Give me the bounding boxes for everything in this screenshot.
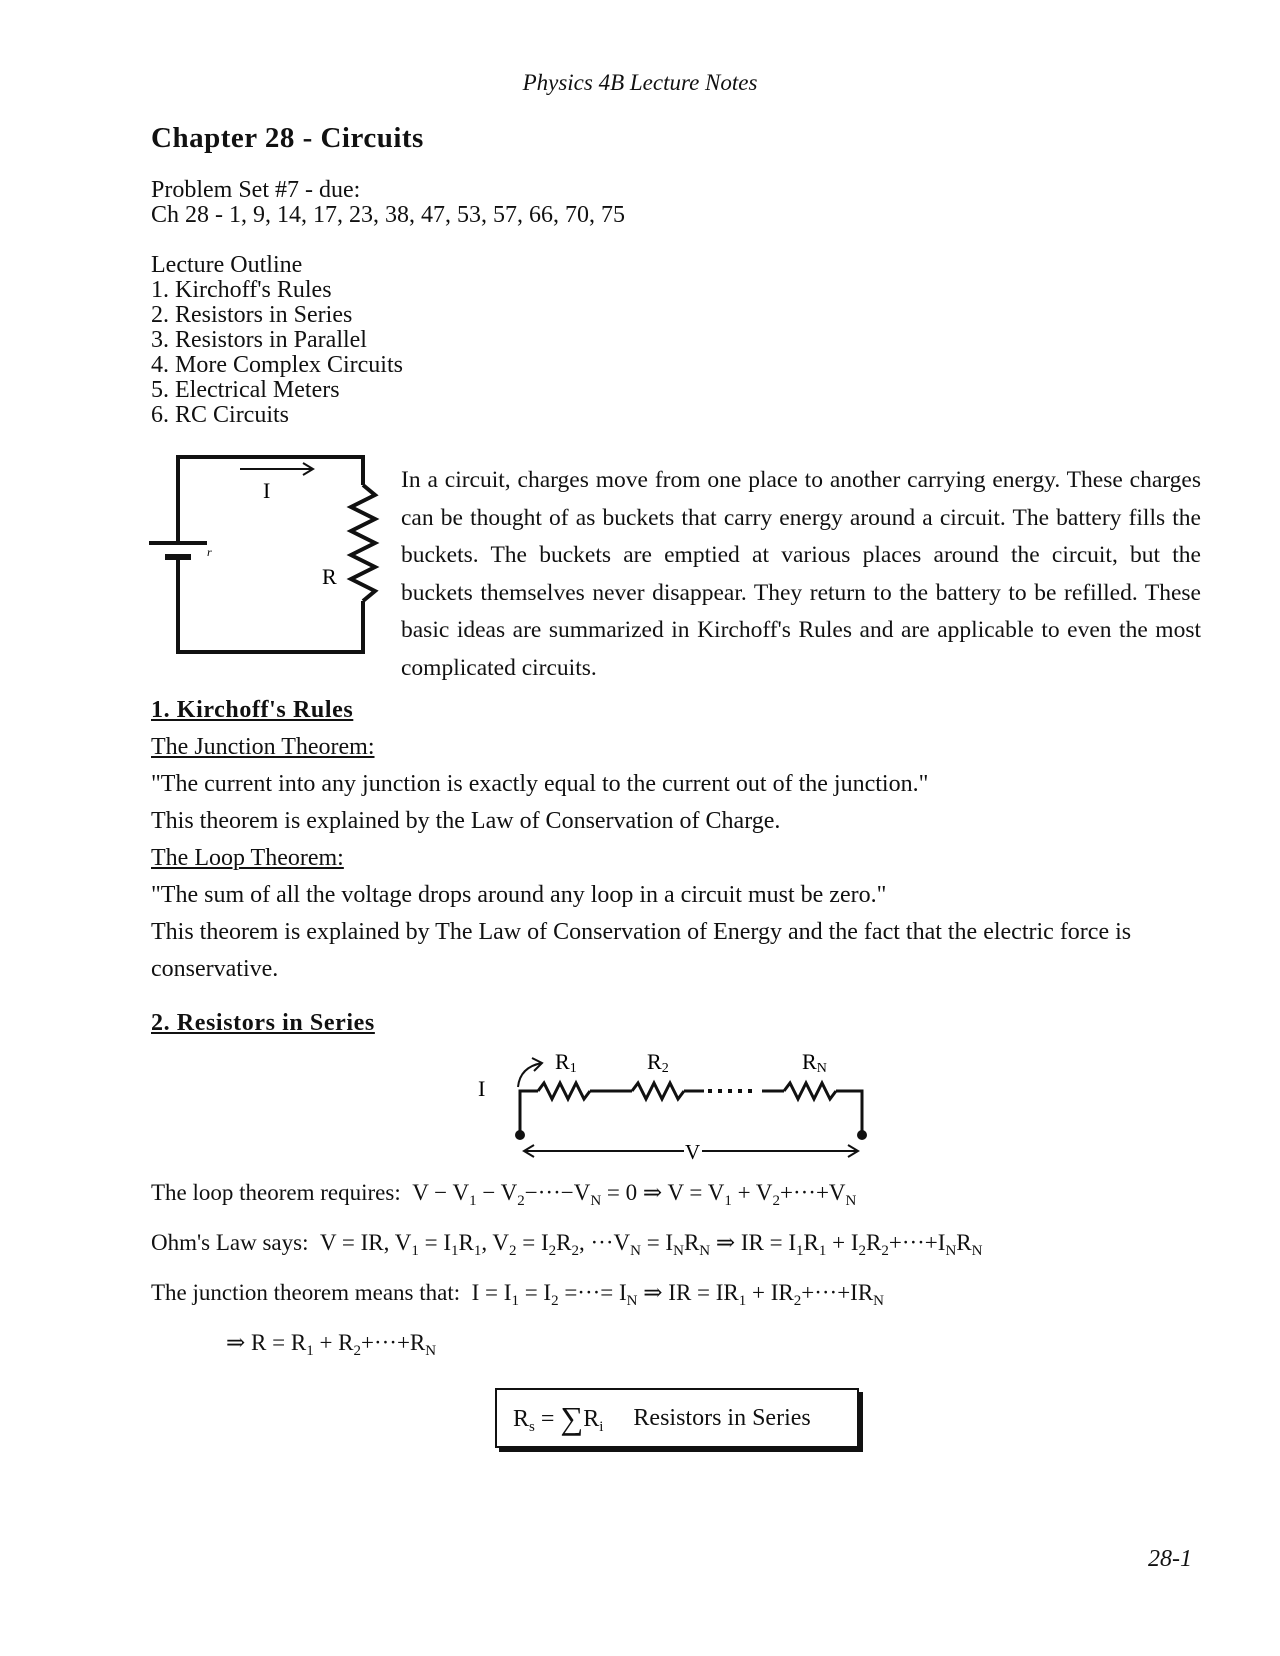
running-header: Physics 4B Lecture Notes xyxy=(522,70,758,95)
outline-item: 5. Electrical Meters xyxy=(151,377,340,403)
series-resistance-formula-box xyxy=(495,1388,859,1448)
series-formula: $R_s = \sum R_i$ xyxy=(513,1399,604,1436)
intro-paragraph: In a circuit, charges move from one place to another carrying energy. These charges can be thought of as buckets that carry energy around a circuit. The battery fills the buckets. The buckets are emptied at various places around the circuit, but the buckets themselves never disappear. They return to the battery to be refilled. These basic ideas are summarized in Kirchoff's Rules and are applicable to even the most complicated circuits. xyxy=(401,467,1201,681)
series-formula-label: Resistors in Series xyxy=(633,1404,811,1431)
loop-equation-label: The loop theorem requires: xyxy=(151,1180,401,1205)
label-r2: R2 xyxy=(647,1049,669,1076)
loop-theorem-explanation-cont: conservative. xyxy=(151,956,279,982)
label-r1: R1 xyxy=(555,1049,577,1076)
loop-theorem-title: The Loop Theorem: xyxy=(151,845,344,871)
series-current-label: I xyxy=(478,1076,486,1101)
junction-theorem-explanation: This theorem is explained by the Law of Conservation of Charge. xyxy=(151,808,781,834)
outline-item: 4. More Complex Circuits xyxy=(151,352,403,378)
resistor-zigzag xyxy=(351,485,375,601)
outline-item: 3. Resistors in Parallel xyxy=(151,327,367,353)
simple-circuit-diagram xyxy=(145,440,385,660)
loop-equation: The loop theorem requires: $V - V_1 - V_2-\cdot\cdot\cdot-V_N = 0$ ⇒ $V = V_1 + V_2+\cdot\cdot\cdot+V_N$ xyxy=(151,1180,857,1209)
resistor-r1-zigzag xyxy=(538,1083,590,1099)
ohms-law-label: Ohm's Law says: xyxy=(151,1230,309,1255)
junction-equation: The junction theorem means that: $I = I_1 = I_2$ =···= $I_N$ ⇒ IR = $IR_1 + IR_2+\cdot\cdot\cdot+IR_N$ xyxy=(151,1280,885,1309)
outline-item: 6. RC Circuits xyxy=(151,402,290,428)
problem-set-list: Ch 28 - 1, 9, 14, 17, 23, 38, 47, 53, 57, 66, 70, 75 xyxy=(151,202,625,228)
terminal-right xyxy=(857,1130,867,1140)
section-resistors-series-heading: 2. Resistors in Series xyxy=(151,1010,375,1036)
junction-theorem-quote: "The current into any junction is exactly equal to the current out of the junction." xyxy=(151,771,929,797)
terminal-left xyxy=(515,1130,525,1140)
ohms-law-equation: Ohm's Law says: V = IR, $V_1 = I_1R_1$, $V_2 = I_2R_2$, $\cdot\cdot\cdot V_N = I_NR_N$ ⇒ IR = $I_1R_1 + I_2R_2+\cdot\cdot\cdot+I_NR_N$ xyxy=(151,1230,983,1259)
series-wire xyxy=(836,1091,862,1133)
chapter-title: Chapter 28 - Circuits xyxy=(151,122,424,154)
section-kirchoffs-rules-heading: 1. Kirchoff's Rules xyxy=(151,697,354,723)
resistor-rn-zigzag xyxy=(784,1083,836,1099)
internal-resistance-label: r xyxy=(207,545,212,559)
resistor-r2-zigzag xyxy=(632,1083,684,1099)
voltage-label: V xyxy=(685,1140,701,1164)
current-label: I xyxy=(263,478,271,503)
resistor-label: R xyxy=(322,564,337,589)
outline-title: Lecture Outline xyxy=(151,252,303,278)
outline-item: 2. Resistors in Series xyxy=(151,302,353,328)
loop-theorem-explanation: This theorem is explained by The Law of Conservation of Energy and the fact that the electric force is xyxy=(151,919,1132,945)
outline-item: 1. Kirchoff's Rules xyxy=(151,277,332,303)
series-wire xyxy=(520,1091,538,1133)
junction-theorem-title: The Junction Theorem: xyxy=(151,734,375,760)
loop-theorem-quote: "The sum of all the voltage drops around any loop in a circuit must be zero." xyxy=(151,882,887,908)
junction-equation-label: The junction theorem means that: xyxy=(151,1280,461,1305)
label-rn: RN xyxy=(802,1049,827,1076)
series-resistor-diagram xyxy=(470,1045,890,1165)
problem-set-label: Problem Set #7 - due: xyxy=(151,177,361,203)
series-result-equation: ⇒ $R = R_1 + R_2+\cdot\cdot\cdot+R_N$ xyxy=(226,1330,437,1359)
page-number: 28-1 xyxy=(1148,1546,1192,1572)
